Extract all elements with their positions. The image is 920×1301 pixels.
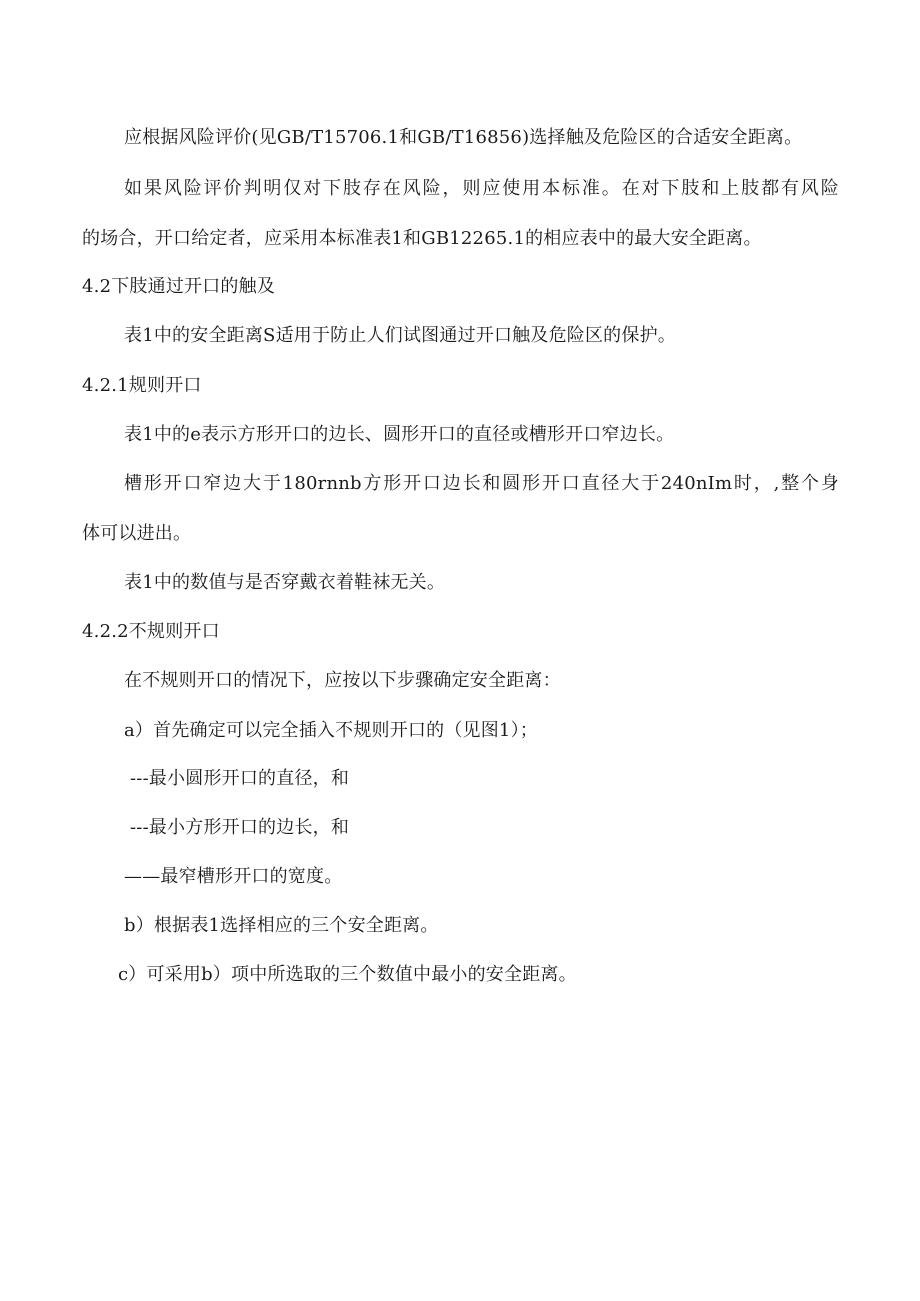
section-heading: 4.2.2不规则开口 — [82, 621, 220, 642]
paragraph-line: 应根据风险评价(见GB/T15706.1和GB/T16856)选择触及危险区的合适安全距离。 — [124, 127, 803, 148]
section-heading: 4.2.1规则开口 — [82, 375, 202, 396]
section-heading: 4.2下肢通过开口的触及 — [82, 276, 276, 297]
list-item: c）可采用b）项中所选取的三个数值中最小的安全距离。 — [118, 964, 577, 985]
paragraph-line: 槽形开口窄边大于180rnnb方形开口边长和圆形开口直径大于240nIm时，,整个身 — [124, 473, 839, 494]
paragraph-line: 在不规则开口的情况下，应按以下步骤确定安全距离： — [124, 670, 561, 691]
list-item: a）首先确定可以完全插入不规则开口的（见图1）； — [124, 720, 538, 741]
list-item: b）根据表1选择相应的三个安全距离。 — [124, 915, 439, 936]
list-subitem: ---最小圆形开口的直径，和 — [130, 768, 350, 789]
paragraph-line: 表1中的e表示方形开口的边长、圆形开口的直径或槽形开口窄边长。 — [124, 424, 675, 445]
paragraph-line: 如果风险评价判明仅对下肢存在风险，则应使用本标准。在对下肢和上肢都有风险 — [124, 178, 839, 199]
paragraph-line: 表1中的安全距离S适用于防止人们试图通过开口触及危险区的保护。 — [124, 325, 676, 346]
paragraph-line: 的场合，开口给定者，应采用本标准表1和GB12265.1的相应表中的最大安全距离。 — [82, 228, 762, 249]
paragraph-line: 表1中的数值与是否穿戴衣着鞋袜无关。 — [124, 572, 446, 593]
list-subitem: ---最小方形开口的边长，和 — [130, 817, 350, 838]
list-subitem: ——最窄槽形开口的宽度。 — [124, 866, 343, 887]
paragraph-line: 体可以进出。 — [82, 523, 192, 544]
